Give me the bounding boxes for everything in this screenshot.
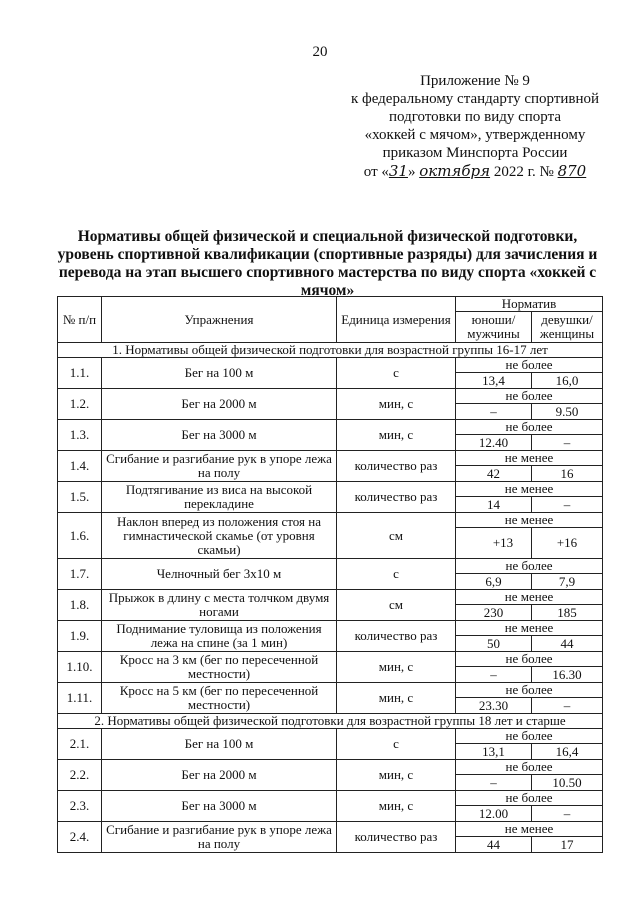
unit-cell: см <box>337 590 456 621</box>
row-number: 2.1. <box>58 729 102 760</box>
table-row <box>58 358 603 373</box>
norm-condition: не менее <box>456 451 603 466</box>
header-unit: Единица измерения <box>337 297 456 343</box>
female-value: 44 <box>532 636 603 652</box>
row-number: 2.3. <box>58 791 102 822</box>
exercise-name: Сгибание и разгибание рук в упоре лежа на полу <box>102 822 337 853</box>
male-value: 12.40 <box>456 435 532 451</box>
appendix-line: приказом Минспорта России <box>382 145 568 161</box>
female-value: 17 <box>532 837 603 853</box>
row-number: 1.11. <box>58 683 102 714</box>
row-number: 1.4. <box>58 451 102 482</box>
male-value: 13,4 <box>456 373 532 389</box>
norm-condition: не более <box>456 559 603 574</box>
row-number: 1.6. <box>58 513 102 559</box>
norm-condition: не более <box>456 420 603 435</box>
table-row <box>58 683 603 698</box>
row-number: 1.5. <box>58 482 102 513</box>
norm-condition: не менее <box>456 590 603 605</box>
norm-condition: не более <box>456 683 603 698</box>
table-row <box>58 760 603 775</box>
appendix-line: «хоккей с мячом», утвержденному <box>364 127 586 143</box>
male-value: 230 <box>456 605 532 621</box>
exercise-name: Кросс на 5 км (бег по пересеченной местности) <box>102 683 337 714</box>
unit-cell: мин, с <box>337 652 456 683</box>
female-value: – <box>532 698 603 714</box>
female-value: – <box>532 435 603 451</box>
female-value: 16,4 <box>532 744 603 760</box>
row-number: 1.7. <box>58 559 102 590</box>
male-value: – <box>456 667 532 683</box>
date-month: октября <box>419 162 491 180</box>
appendix-date-line <box>330 162 620 181</box>
date-day: 31 <box>388 162 408 180</box>
table-row <box>58 729 603 744</box>
female-value: – <box>532 806 603 822</box>
male-value: +13 <box>456 528 532 559</box>
header-norm: Норматив <box>456 297 603 312</box>
exercise-name: Подтягивание из виса на высокой перекладине <box>102 482 337 513</box>
table-row <box>58 559 603 574</box>
table-row <box>58 482 603 497</box>
female-value: +16 <box>532 528 603 559</box>
appendix-title: Приложение № 9 <box>420 73 530 89</box>
row-number: 2.2. <box>58 760 102 791</box>
norm-condition: не более <box>456 760 603 775</box>
norms-body <box>58 343 603 853</box>
exercise-name: Бег на 3000 м <box>102 791 337 822</box>
norm-condition: не менее <box>456 482 603 497</box>
row-number: 1.8. <box>58 590 102 621</box>
unit-cell: мин, с <box>337 760 456 791</box>
norm-condition: не менее <box>456 513 603 528</box>
norm-condition: не более <box>456 791 603 806</box>
row-number: 1.1. <box>58 358 102 389</box>
exercise-name: Бег на 100 м <box>102 358 337 389</box>
male-value: – <box>456 775 532 791</box>
exercise-name: Кросс на 3 км (бег по пересеченной местности) <box>102 652 337 683</box>
row-number: 1.2. <box>58 389 102 420</box>
norm-condition: не более <box>456 652 603 667</box>
appendix-block <box>330 72 620 181</box>
table-row <box>58 590 603 605</box>
unit-cell: мин, с <box>337 420 456 451</box>
table-row <box>58 389 603 404</box>
row-number: 1.3. <box>58 420 102 451</box>
exercise-name: Челночный бег 3х10 м <box>102 559 337 590</box>
norms-table <box>57 296 603 853</box>
section-row <box>58 343 603 358</box>
unit-cell: количество раз <box>337 621 456 652</box>
appendix-line: к федеральному стандарту спортивной <box>350 91 600 107</box>
section-row <box>58 714 603 729</box>
document-title: Нормативы общей физической и специальной физической подготовки, уровень спортивной квалификации (спортивные разряды) для зачисления и перевода на этап высшего спортивного мастерства по виду спорта «хоккей с мячом» <box>57 228 598 299</box>
order-number: 870 <box>557 162 587 180</box>
table-row <box>58 652 603 667</box>
page-number: 20 <box>312 44 328 60</box>
female-value: – <box>532 497 603 513</box>
male-value: – <box>456 404 532 420</box>
male-value: 42 <box>456 466 532 482</box>
exercise-name: Бег на 100 м <box>102 729 337 760</box>
row-number: 1.9. <box>58 621 102 652</box>
date-prefix: от « <box>363 164 389 180</box>
unit-cell: количество раз <box>337 822 456 853</box>
exercise-name: Поднимание туловища из положения лежа на спине (за 1 мин) <box>102 621 337 652</box>
male-value: 44 <box>456 837 532 853</box>
unit-cell: см <box>337 513 456 559</box>
unit-cell: количество раз <box>337 482 456 513</box>
norm-condition: не менее <box>456 621 603 636</box>
header-num: № п/п <box>58 297 102 343</box>
norm-condition: не более <box>456 729 603 744</box>
female-value: 10.50 <box>532 775 603 791</box>
unit-cell: с <box>337 358 456 389</box>
table-row <box>58 513 603 528</box>
exercise-name: Наклон вперед из положения стоя на гимнастической скамье (от уровня скамьи) <box>102 513 337 559</box>
female-value: 16,0 <box>532 373 603 389</box>
female-value: 7,9 <box>532 574 603 590</box>
header-male: юноши/ мужчины <box>456 312 532 343</box>
unit-cell: мин, с <box>337 791 456 822</box>
header-female: девушки/ женщины <box>532 312 603 343</box>
male-value: 23.30 <box>456 698 532 714</box>
table-row <box>58 822 603 837</box>
row-number: 1.10. <box>58 652 102 683</box>
table-row <box>58 451 603 466</box>
exercise-name: Прыжок в длину с места толчком двумя ногами <box>102 590 337 621</box>
unit-cell: количество раз <box>337 451 456 482</box>
table-row <box>58 621 603 636</box>
exercise-name: Бег на 2000 м <box>102 760 337 791</box>
female-value: 16 <box>532 466 603 482</box>
male-value: 14 <box>456 497 532 513</box>
unit-cell: с <box>337 729 456 760</box>
unit-cell: с <box>337 559 456 590</box>
exercise-name: Сгибание и разгибание рук в упоре лежа на полу <box>102 451 337 482</box>
male-value: 50 <box>456 636 532 652</box>
date-year: 2022 г. № <box>490 164 558 180</box>
header-exercise: Упражнения <box>102 297 337 343</box>
norm-condition: не более <box>456 389 603 404</box>
male-value: 13,1 <box>456 744 532 760</box>
section-title: 1. Нормативы общей физической подготовки для возрастной группы 16-17 лет <box>58 343 603 358</box>
section-title: 2. Нормативы общей физической подготовки для возрастной группы 18 лет и старше <box>58 714 603 729</box>
male-value: 6,9 <box>456 574 532 590</box>
female-value: 185 <box>532 605 603 621</box>
exercise-name: Бег на 3000 м <box>102 420 337 451</box>
female-value: 16.30 <box>532 667 603 683</box>
table-row <box>58 420 603 435</box>
unit-cell: мин, с <box>337 389 456 420</box>
male-value: 12.00 <box>456 806 532 822</box>
norm-condition: не менее <box>456 822 603 837</box>
row-number: 2.4. <box>58 822 102 853</box>
date-mid: » <box>407 164 420 180</box>
unit-cell: мин, с <box>337 683 456 714</box>
appendix-line: подготовки по виду спорта <box>389 109 561 125</box>
table-row <box>58 791 603 806</box>
female-value: 9.50 <box>532 404 603 420</box>
exercise-name: Бег на 2000 м <box>102 389 337 420</box>
norm-condition: не более <box>456 358 603 373</box>
